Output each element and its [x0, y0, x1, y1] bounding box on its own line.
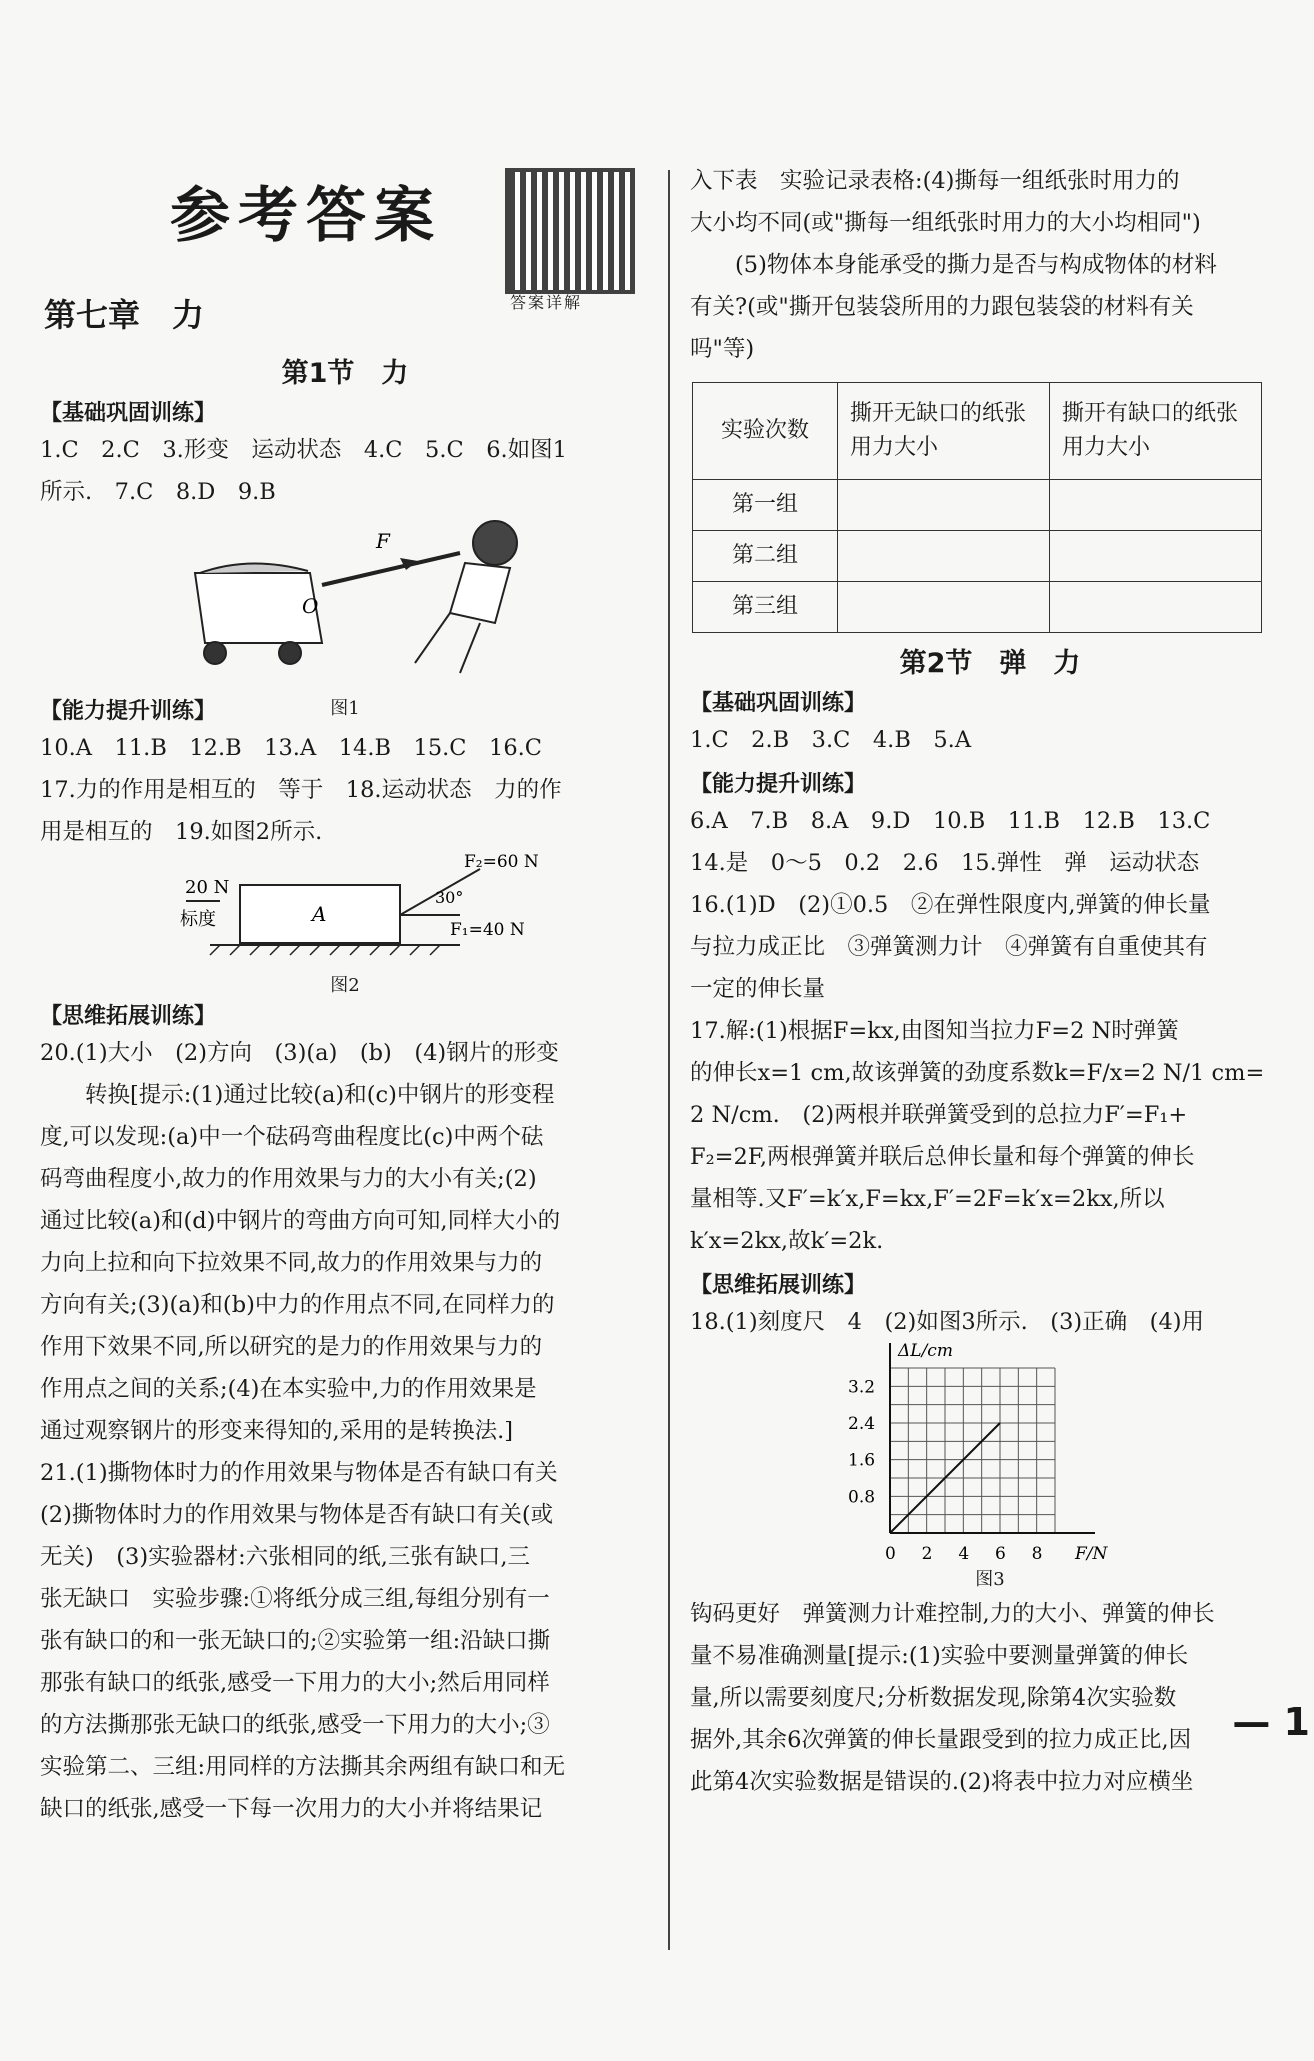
- answer-line: 通过观察钢片的形变来得知的,采用的是转换法.]: [40, 1418, 514, 1444]
- boy-icon: [415, 521, 517, 673]
- answer-line: 张无缺口 实验步骤:①将纸分成三组,每组分别有一: [40, 1586, 550, 1612]
- basic-tag: 【基础巩固训练】: [40, 401, 217, 426]
- figure-3-chart: [690, 1343, 1290, 1565]
- answer-line: 入下表 实验记录表格:(4)撕每一组纸张时用力的: [690, 168, 1180, 194]
- qr-label: 答案详解: [510, 293, 583, 312]
- point-label-o: O: [302, 594, 319, 618]
- answer-line: 度,可以发现:(a)中一个砝码弯曲程度比(c)中两个砝: [40, 1124, 544, 1150]
- answer-line: 钩码更好 弹簧测力计难控制,力的大小、弹簧的伸长: [690, 1601, 1215, 1627]
- table-cell: 第二组: [693, 531, 838, 582]
- answer-line: 那张有缺口的纸张,感受一下用力的大小;然后用同样: [40, 1670, 550, 1696]
- figure-2-drawing: [40, 853, 650, 965]
- answer-line: 18.(1)刻度尺 4 (2)如图3所示. (3)正确 (4)用: [690, 1309, 1205, 1335]
- y-tick-label: 0.8: [848, 1487, 876, 1508]
- answer-line: 转换[提示:(1)通过比较(a)和(c)中钢片的形变程: [85, 1082, 555, 1108]
- table-cell: 第一组: [693, 480, 838, 531]
- answer-line: 方向有关;(3)(a)和(b)中力的作用点不同,在同样力的: [40, 1292, 555, 1318]
- x-tick-label: 6: [995, 1544, 1006, 1564]
- scale-label: 标度: [180, 909, 216, 930]
- column-divider: [668, 170, 670, 1950]
- x-tick-label: 4: [958, 1544, 970, 1564]
- advanced-tag: 【能力提升训练】: [690, 772, 867, 797]
- answer-line: 张有缺口的和一张无缺口的;②实验第一组:沿缺口撕: [40, 1628, 551, 1654]
- figure-2: [40, 853, 650, 996]
- answer-line: 一定的伸长量: [690, 976, 826, 1002]
- answer-line: 21.(1)撕物体时力的作用效果与物体是否有缺口有关: [40, 1460, 558, 1486]
- y-tick-label: 3.2: [848, 1377, 876, 1398]
- figure-1-caption: 图1: [330, 698, 360, 719]
- answer-line: 2 N/cm. (2)两根并联弹簧受到的总拉力F′=F₁+: [690, 1102, 1188, 1128]
- advanced-tag: 【能力提升训练】: [40, 699, 217, 724]
- page-title: 参考答案: [170, 181, 442, 251]
- answer-line: k′x=2kx,故k′=2k.: [690, 1228, 884, 1254]
- f2-label: F₂=60 N: [464, 853, 539, 872]
- answer-line: 作用点之间的关系;(4)在本实验中,力的作用效果是: [40, 1376, 537, 1402]
- table-cell: 第三组: [693, 582, 838, 633]
- answer-line: 的伸长x=1 cm,故该弹簧的劲度系数k=F/x=2 N/1 cm=: [690, 1060, 1265, 1086]
- table-header: 撕开无缺口的纸张用力大小: [838, 383, 1050, 480]
- table-cell: [838, 582, 1050, 633]
- answer-line: 1.C 2.C 3.形变 运动状态 4.C 5.C 6.如图1: [40, 437, 567, 463]
- record-table: [692, 382, 1262, 633]
- qr-code-icon[interactable]: [505, 168, 635, 294]
- answer-line: 用是相互的 19.如图2所示.: [40, 819, 323, 845]
- y-axis-label: ΔL/cm: [898, 1343, 953, 1361]
- table-row: [693, 480, 1262, 531]
- table-cell: [1050, 531, 1262, 582]
- left-column: [40, 345, 650, 1830]
- answer-line: (5)物体本身能承受的撕力是否与构成物体的材料: [735, 252, 1217, 278]
- figure-1-drawing: [40, 513, 650, 688]
- answer-line: 量不易准确测量[提示:(1)实验中要测量弹簧的伸长: [690, 1643, 1189, 1669]
- answer-line: 力向上拉和向下拉效果不同,故力的作用效果与力的: [40, 1250, 543, 1276]
- extension-tag: 【思维拓展训练】: [40, 1004, 217, 1029]
- answer-line: 14.是 0～5 0.2 2.6 15.弹性 弹 运动状态: [690, 850, 1200, 876]
- y-tick-label: 2.4: [848, 1414, 876, 1434]
- x-tick-label: 2: [921, 1544, 933, 1564]
- answer-line: 量相等.又F′=k′x,F=kx,F′=2F=k′x=2kx,所以: [690, 1186, 1165, 1212]
- page-number: — 1: [1232, 1700, 1310, 1744]
- section-2-title: 第2节 弹 力: [899, 648, 1081, 679]
- answer-line: 有关?(或"撕开包装袋所用的力跟包装袋的材料有关: [690, 294, 1194, 320]
- answer-line: 吗"等): [690, 336, 755, 362]
- block-label: A: [312, 902, 327, 926]
- chapter-title: 第七章 力: [44, 296, 205, 334]
- f1-label: F₁=40 N: [450, 920, 525, 940]
- answer-line: 无关) (3)实验器材:六张相同的纸,三张有缺口,三: [40, 1544, 531, 1570]
- answer-line: 20.(1)大小 (2)方向 (3)(a) (b) (4)钢片的形变: [40, 1040, 559, 1066]
- answer-line: 缺口的纸张,感受一下每一次用力的大小并将结果记: [40, 1796, 543, 1822]
- answer-line: 的方法撕那张无缺口的纸张,感受一下用力的大小;③: [40, 1712, 550, 1738]
- answer-line: 据外,其余6次弹簧的伸长量跟受到的拉力成正比,因: [690, 1727, 1192, 1753]
- table-row: [693, 582, 1262, 633]
- answer-line: 此第4次实验数据是错误的.(2)将表中拉力对应横坐: [690, 1769, 1194, 1795]
- scale-value: 20 N: [185, 877, 230, 898]
- figure-2-caption: 图2: [330, 975, 360, 996]
- answer-line: 作用下效果不同,所以研究的是力的作用效果与力的: [40, 1334, 543, 1360]
- answer-line: 码弯曲程度小,故力的作用效果与力的大小有关;(2): [40, 1166, 537, 1192]
- x-axis-label: F/N: [1075, 1544, 1108, 1564]
- figure-3: [690, 1343, 1290, 1593]
- table-cell: [838, 531, 1050, 582]
- figure-3-caption: 图3: [975, 1569, 1005, 1590]
- answer-line: 17.力的作用是相互的 等于 18.运动状态 力的作: [40, 777, 562, 803]
- table-row: [693, 531, 1262, 582]
- answer-line: 所示. 7.C 8.D 9.B: [40, 479, 276, 505]
- basic-tag: 【基础巩固训练】: [690, 691, 867, 716]
- section-1-title: 第1节 力: [281, 358, 409, 389]
- force-label-f: F: [376, 529, 390, 553]
- answer-line: 17.解:(1)根据F=kx,由图知当拉力F=2 N时弹簧: [690, 1018, 1179, 1044]
- y-tick-label: 1.6: [848, 1450, 876, 1471]
- answer-line: 10.A 11.B 12.B 13.A 14.B 15.C 16.C: [40, 735, 543, 761]
- force-arrow: [322, 553, 460, 585]
- table-cell: [1050, 582, 1262, 633]
- answer-line: 16.(1)D (2)①0.5 ②在弹性限度内,弹簧的伸长量: [690, 892, 1211, 918]
- answer-line: 6.A 7.B 8.A 9.D 10.B 11.B 12.B 13.C: [690, 808, 1211, 834]
- table-header: 实验次数: [693, 383, 838, 480]
- x-tick-label: 8: [1031, 1544, 1043, 1564]
- answer-line: 与拉力成正比 ③弹簧测力计 ④弹簧有自重使其有: [690, 934, 1208, 960]
- answer-line: 量,所以需要刻度尺;分析数据发现,除第4次实验数: [690, 1685, 1177, 1711]
- answer-line: F₂=2F,两根弹簧并联后总伸长量和每个弹簧的伸长: [690, 1144, 1195, 1170]
- extension-tag: 【思维拓展训练】: [690, 1273, 867, 1298]
- right-column: [690, 160, 1290, 1803]
- table-cell: [838, 480, 1050, 531]
- table-cell: [1050, 480, 1262, 531]
- x-tick-label: 0: [885, 1544, 896, 1564]
- angle-label: 30°: [435, 888, 464, 907]
- table-header: 撕开有缺口的纸张用力大小: [1050, 383, 1262, 480]
- answer-line: 大小均不同(或"撕每一组纸张时用力的大小均相同"): [690, 210, 1201, 236]
- answer-line: 实验第二、三组:用同样的方法撕其余两组有缺口和无: [40, 1754, 566, 1780]
- answer-line: 通过比较(a)和(d)中钢片的弯曲方向可知,同样大小的: [40, 1208, 561, 1234]
- answer-line: (2)撕物体时力的作用效果与物体是否有缺口有关(或: [40, 1502, 554, 1528]
- answer-line: 1.C 2.B 3.C 4.B 5.A: [690, 727, 972, 753]
